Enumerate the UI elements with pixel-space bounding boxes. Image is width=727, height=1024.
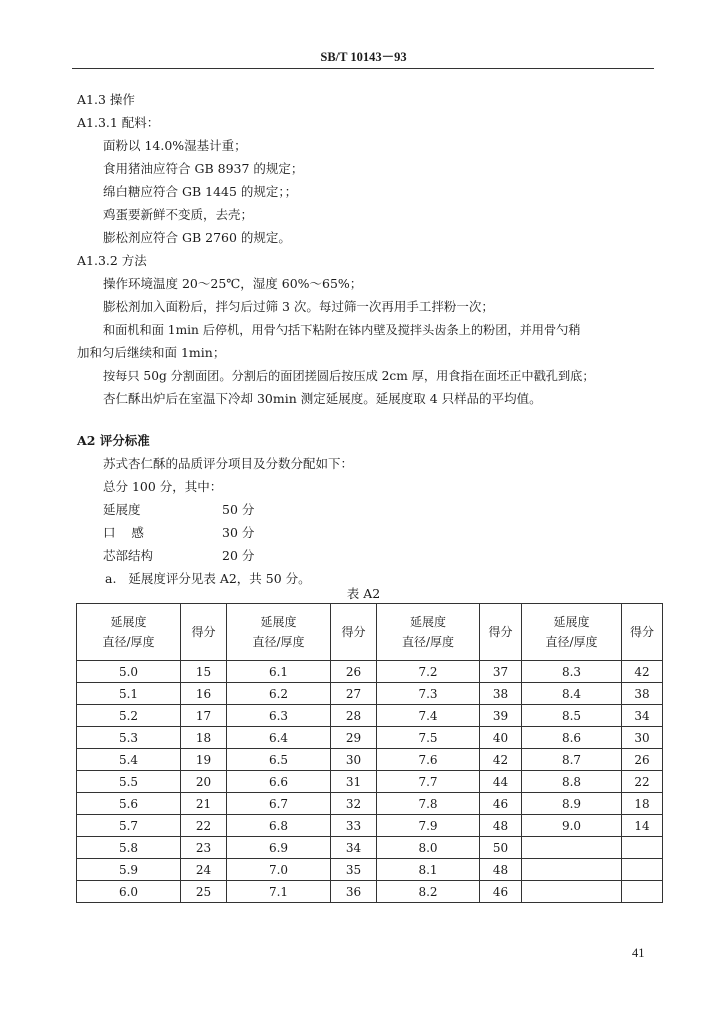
spread-score-table: [76, 603, 663, 903]
cell-spread-ratio: 8.2: [377, 881, 480, 903]
cell-spread-ratio: 5.2: [77, 705, 181, 727]
cell-score: [622, 859, 663, 881]
header-rule: [72, 68, 654, 69]
cell-score: [622, 837, 663, 859]
table-row: [77, 771, 663, 793]
score-item-value: 20 分: [222, 548, 255, 563]
method-line-3: 和面机和面 1min 后停机，用骨勺括下粘附在钵内壁及搅拌头齿条上的粉团，并用骨勺稍: [103, 323, 581, 337]
cell-score: 31: [331, 771, 377, 793]
table-row: [77, 683, 663, 705]
table-row: [77, 859, 663, 881]
cell-score: 35: [331, 859, 377, 881]
header-score: 得分: [622, 604, 663, 661]
cell-score: 17: [181, 705, 227, 727]
cell-score: 44: [480, 771, 522, 793]
document-code-header: SB/T 10143－93: [320, 50, 407, 64]
cell-spread-ratio: 8.0: [377, 837, 480, 859]
cell-score: 26: [622, 749, 663, 771]
cell-score: 18: [622, 793, 663, 815]
ingredient-line-3: 绵白糖应符合 GB 1445 的规定；；: [103, 184, 298, 199]
header-score: 得分: [331, 604, 377, 661]
cell-spread-ratio: 6.9: [227, 837, 331, 859]
page-number: 41: [632, 946, 645, 960]
cell-score: 15: [181, 661, 227, 683]
cell-score: 34: [622, 705, 663, 727]
cell-score: 20: [181, 771, 227, 793]
cell-spread-ratio: 5.8: [77, 837, 181, 859]
table-row: [77, 705, 663, 727]
cell-score: 16: [181, 683, 227, 705]
cell-score: 48: [480, 815, 522, 837]
scoring-total: 总分 100 分，其中：: [103, 479, 223, 494]
method-line-6: 杏仁酥出炉后在室温下冷却 30min 测定延展度。延展度取 4 只样品的平均值。: [103, 391, 542, 406]
header-spread-ratio: 延展度 直径/厚度: [377, 604, 480, 661]
table-row: [77, 749, 663, 771]
cell-score: 18: [181, 727, 227, 749]
cell-score: 38: [480, 683, 522, 705]
method-line-5: 按每只 50g 分割面团。分割后的面团搓圆后按压成 2cm 厚，用食指在面坯正中戳孔到底；: [103, 369, 595, 383]
cell-spread-ratio: 8.6: [522, 727, 622, 749]
section-a132-heading: A1.3.2 方法: [77, 253, 147, 268]
method-line-1: 操作环境温度 20～25℃，湿度 60%～65%；: [103, 276, 363, 291]
score-item-label: 芯部结构: [103, 548, 154, 563]
ingredient-line-2: 食用猪油应符合 GB 8937 的规定；: [103, 161, 304, 176]
cell-spread-ratio: 5.9: [77, 859, 181, 881]
cell-spread-ratio: 7.4: [377, 705, 480, 727]
cell-spread-ratio: 6.8: [227, 815, 331, 837]
cell-spread-ratio: 5.5: [77, 771, 181, 793]
cell-score: 40: [480, 727, 522, 749]
cell-score: 32: [331, 793, 377, 815]
score-item-value: 50 分: [222, 502, 255, 517]
header-spread-ratio: 延展度 直径/厚度: [77, 604, 181, 661]
cell-score: 37: [480, 661, 522, 683]
cell-score: 22: [181, 815, 227, 837]
cell-score: 50: [480, 837, 522, 859]
cell-score: 26: [331, 661, 377, 683]
table-row: [77, 815, 663, 837]
cell-score: 23: [181, 837, 227, 859]
section-a13-heading: A1.3 操作: [77, 92, 135, 107]
cell-spread-ratio: [522, 859, 622, 881]
cell-spread-ratio: 6.4: [227, 727, 331, 749]
score-item-value: 30 分: [222, 525, 255, 540]
cell-spread-ratio: 6.6: [227, 771, 331, 793]
cell-score: 39: [480, 705, 522, 727]
cell-spread-ratio: 7.5: [377, 727, 480, 749]
cell-score: 25: [181, 881, 227, 903]
cell-score: 21: [181, 793, 227, 815]
cell-score: 34: [331, 837, 377, 859]
cell-score: 46: [480, 793, 522, 815]
cell-spread-ratio: 8.8: [522, 771, 622, 793]
cell-score: 33: [331, 815, 377, 837]
table-row: [77, 727, 663, 749]
cell-spread-ratio: 8.9: [522, 793, 622, 815]
cell-spread-ratio: 7.9: [377, 815, 480, 837]
cell-score: [622, 881, 663, 903]
section-a131-heading: A1.3.1 配料：: [77, 115, 160, 130]
cell-spread-ratio: 6.0: [77, 881, 181, 903]
cell-spread-ratio: 8.3: [522, 661, 622, 683]
cell-spread-ratio: 6.3: [227, 705, 331, 727]
scoring-note: a. 延展度评分见表 A2，共 50 分。: [105, 571, 311, 586]
header-score: 得分: [181, 604, 227, 661]
header-spread-ratio: 延展度 直径/厚度: [227, 604, 331, 661]
cell-score: 48: [480, 859, 522, 881]
scoring-intro: 苏式杏仁酥的品质评分项目及分数分配如下：: [103, 456, 354, 471]
cell-spread-ratio: 7.2: [377, 661, 480, 683]
cell-score: 19: [181, 749, 227, 771]
cell-score: 30: [622, 727, 663, 749]
cell-spread-ratio: 5.1: [77, 683, 181, 705]
cell-spread-ratio: 5.0: [77, 661, 181, 683]
cell-score: 14: [622, 815, 663, 837]
cell-spread-ratio: 5.3: [77, 727, 181, 749]
method-line-4: 加和匀后继续和面 1min；: [77, 345, 226, 360]
cell-score: 42: [480, 749, 522, 771]
ingredient-line-5: 膨松剂应符合 GB 2760 的规定。: [103, 230, 291, 245]
cell-spread-ratio: 8.5: [522, 705, 622, 727]
cell-spread-ratio: 6.5: [227, 749, 331, 771]
cell-spread-ratio: 7.0: [227, 859, 331, 881]
table-row: [77, 793, 663, 815]
cell-spread-ratio: 7.6: [377, 749, 480, 771]
cell-score: 24: [181, 859, 227, 881]
ingredient-line-4: 鸡蛋要新鲜不变质，去壳；: [103, 207, 254, 222]
header-score: 得分: [480, 604, 522, 661]
cell-spread-ratio: 7.1: [227, 881, 331, 903]
cell-spread-ratio: 6.1: [227, 661, 331, 683]
table-row: [77, 661, 663, 683]
table-caption: 表 A2: [346, 586, 381, 601]
cell-score: 27: [331, 683, 377, 705]
cell-spread-ratio: 8.1: [377, 859, 480, 881]
table-row: [77, 837, 663, 859]
header-spread-ratio: 延展度 直径/厚度: [522, 604, 622, 661]
cell-score: 46: [480, 881, 522, 903]
cell-spread-ratio: 6.2: [227, 683, 331, 705]
cell-spread-ratio: [522, 837, 622, 859]
cell-score: 38: [622, 683, 663, 705]
section-a2-heading: A2 评分标准: [77, 433, 150, 448]
table-row: [77, 881, 663, 903]
cell-spread-ratio: [522, 881, 622, 903]
cell-spread-ratio: 9.0: [522, 815, 622, 837]
cell-spread-ratio: 7.8: [377, 793, 480, 815]
cell-score: 22: [622, 771, 663, 793]
cell-spread-ratio: 5.7: [77, 815, 181, 837]
cell-spread-ratio: 6.7: [227, 793, 331, 815]
table-header-row: [77, 604, 663, 661]
score-item-label: 口 感: [103, 525, 144, 540]
cell-score: 30: [331, 749, 377, 771]
ingredient-line-1: 面粉以 14.0%湿基计重；: [103, 138, 247, 153]
score-item-label: 延展度: [103, 502, 141, 517]
cell-spread-ratio: 8.7: [522, 749, 622, 771]
cell-spread-ratio: 5.4: [77, 749, 181, 771]
cell-spread-ratio: 5.6: [77, 793, 181, 815]
method-line-2: 膨松剂加入面粉后，拌匀后过筛 3 次。每过筛一次再用手工拌粉一次；: [103, 299, 494, 314]
cell-score: 36: [331, 881, 377, 903]
cell-score: 42: [622, 661, 663, 683]
cell-spread-ratio: 8.4: [522, 683, 622, 705]
cell-score: 28: [331, 705, 377, 727]
cell-spread-ratio: 7.3: [377, 683, 480, 705]
cell-spread-ratio: 7.7: [377, 771, 480, 793]
cell-score: 29: [331, 727, 377, 749]
